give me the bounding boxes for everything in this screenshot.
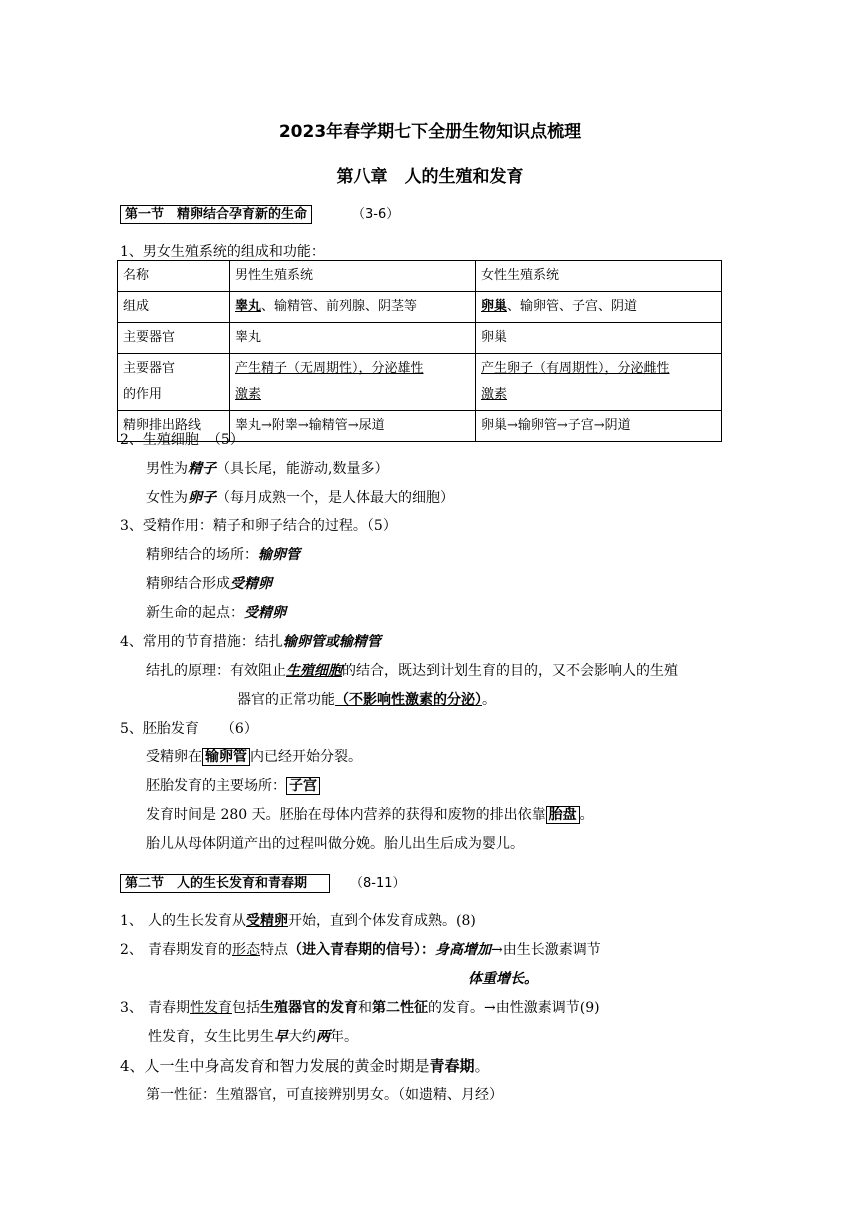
q3-a-key: 输卵管 — [258, 547, 300, 563]
p2-key-1: 身高增加 — [435, 942, 491, 958]
q5-c-post: 。 — [579, 807, 594, 823]
p3-bold-2: 第二性征 — [372, 1000, 428, 1016]
q5-a-post: 内已经开始分裂。 — [250, 749, 362, 765]
q5-c-text: 发育时间是 280 天。胚胎在母体内营养的获得和废物的排出依靠 — [146, 807, 546, 823]
q3-a-text: 精卵结合的场所： — [146, 547, 258, 563]
egg-keyword: 卵子 — [188, 490, 216, 506]
table-cell-text: 、输卵管、子宫、阴道 — [507, 299, 638, 314]
p3-d: 的发育。→由性激素调节(9) — [428, 1000, 600, 1016]
table-row — [118, 292, 722, 323]
p1-post: 开始，直到个体发育成熟。(8) — [288, 913, 476, 929]
q5-c-key: 胎盘 — [546, 806, 580, 824]
sperm-keyword: 精子 — [188, 461, 216, 477]
p2-key-2: 体重增长。 — [468, 971, 538, 987]
testis-keyword: 睾丸 — [235, 299, 262, 314]
q5-line-b — [146, 775, 320, 795]
q4-l2-text: 器官的正常功能 — [237, 692, 335, 708]
p4-line-2: 第一性征：生殖器官，可直接辨别男女。（如遗精、月经） — [146, 1087, 503, 1103]
q4-l2-key: （不影响性激素的分泌） — [335, 692, 482, 708]
p4-post: 。 — [474, 1057, 490, 1075]
table-cell-text: 激素 — [481, 387, 508, 402]
q2-male-desc: （具长尾，能游动,数量多） — [216, 461, 389, 477]
table-cell — [230, 354, 476, 411]
section-1-pages: （3-6） — [352, 207, 400, 222]
q5-a-key: 输卵管 — [202, 748, 250, 766]
table-header: 男性生殖系统 — [230, 261, 476, 292]
table-cell-text: 产生卵子（有周期性），分泌雌性 — [481, 361, 670, 376]
q4-l2-post: 。 — [482, 692, 496, 708]
q3-b-key: 受精卵 — [230, 576, 272, 592]
q2-male — [146, 458, 388, 478]
table-row — [118, 261, 722, 292]
q4-text: 4、常用的节育措施：结扎 — [120, 634, 283, 650]
section-1-title: 第一节 精卵结合孕育新的生命 — [120, 205, 312, 224]
p1-text: 人的生长发育从 — [148, 913, 246, 929]
p1-line — [120, 910, 476, 930]
q1-heading: 1、男女生殖系统的组成和功能： — [120, 244, 325, 260]
q4-heading — [120, 631, 381, 651]
q2-heading — [120, 429, 244, 449]
table-cell: 睾丸→附睾→输精管→尿道 — [230, 411, 476, 442]
p3-l2-key-1: 早 — [274, 1029, 288, 1045]
p1-num: 1、 — [120, 913, 143, 929]
ovary-keyword: 卵巢 — [481, 299, 508, 314]
q3-b-text: 精卵结合形成 — [146, 576, 230, 592]
p4-key: 青春期 — [429, 1057, 475, 1075]
p3-l2-key-2: 两 — [316, 1029, 330, 1045]
p3-l2-post: 年。 — [330, 1029, 358, 1045]
table-cell — [476, 292, 722, 323]
section-1-heading — [120, 203, 399, 222]
table-row — [118, 354, 722, 411]
table-header: 名称 — [118, 261, 230, 292]
table-cell: 主要器官 — [118, 323, 230, 354]
q3-line-b — [146, 573, 272, 593]
q4-line-1 — [146, 660, 678, 680]
p1-key: 受精卵 — [246, 913, 288, 929]
chapter-title: 第八章 人的生殖和发育 — [336, 167, 524, 187]
q2-page: （5） — [206, 432, 244, 448]
p3-underline: 性发育 — [190, 1000, 232, 1016]
p3-num: 3、 — [120, 1000, 143, 1016]
p3-l2-text: 性发育，女生比男生 — [148, 1029, 274, 1045]
p3-a: 包括 — [232, 1000, 260, 1016]
p2-bold: （进入青春期的信号）： — [288, 942, 435, 958]
p2-num: 2、 — [120, 942, 143, 958]
p3-line-2 — [148, 1026, 358, 1046]
p2-text: 青春期发育的 — [148, 942, 232, 958]
q5-b-key: 子宫 — [286, 777, 320, 795]
q2-female — [146, 487, 454, 507]
q3-line-c — [146, 602, 286, 622]
p2-underline: 形态 — [232, 942, 260, 958]
p3-l2-mid: 大约 — [288, 1029, 316, 1045]
p3-line — [120, 997, 600, 1017]
table-cell: 卵巢 — [476, 323, 722, 354]
q5-page: （6） — [220, 721, 258, 737]
table-header: 女性生殖系统 — [476, 261, 722, 292]
table-cell — [476, 354, 722, 411]
table-cell — [118, 354, 230, 411]
section-2-title: 第二节 人的生长发育和青春期 — [120, 874, 330, 893]
p3-c: 和 — [358, 1000, 372, 1016]
table-cell: 睾丸 — [230, 323, 476, 354]
q5-line-c — [146, 804, 594, 824]
q5-a-text: 受精卵在 — [146, 749, 202, 765]
q2-male-text: 男性为 — [146, 461, 188, 477]
table-cell-text: 激素 — [235, 387, 262, 402]
table-cell-text: 、输精管、前列腺、阴茎等 — [261, 299, 418, 314]
q5-line-d: 胎儿从母体阴道产出的过程叫做分娩。胎儿出生后成为婴儿。 — [146, 836, 524, 852]
q5-b-text: 胚胎发育的主要场所： — [146, 778, 286, 794]
table-cell-text: 产生精子（无周期性），分泌雄性 — [235, 361, 424, 376]
q4-l1-post: 的结合，既达到计划生育的目的，又不会影响人的生殖 — [342, 663, 678, 679]
section-2-pages: （8-11） — [350, 876, 406, 891]
table-row — [118, 323, 722, 354]
q3-c-key: 受精卵 — [244, 605, 286, 621]
p2-mid: 特点 — [260, 942, 288, 958]
q3-line-a — [146, 544, 300, 564]
q4-l1-text: 结扎的原理：有效阻止 — [146, 663, 286, 679]
q5-heading — [120, 718, 258, 738]
reproductive-system-table — [117, 260, 722, 442]
q4-key: 输卵管或输精管 — [282, 634, 381, 650]
table-cell: 精卵排出路线 — [118, 411, 230, 442]
q2-female-desc: （每月成熟一个，是人体最大的细胞） — [216, 490, 454, 506]
p2-post: →由生长激素调节 — [491, 942, 601, 958]
p4-line — [120, 1055, 490, 1076]
p4-text: 4、人一生中身高发育和智力发展的黄金时期是 — [120, 1057, 430, 1075]
table-cell — [230, 292, 476, 323]
q2-female-text: 女性为 — [146, 490, 188, 506]
table-cell-text: 的作用 — [123, 387, 163, 402]
p3-bold-1: 生殖器官的发育 — [260, 1000, 358, 1016]
p2-line — [120, 939, 601, 959]
q2-text: 2、生殖细胞 — [120, 432, 199, 448]
q5-line-a — [146, 746, 362, 766]
q4-line-2 — [237, 689, 496, 709]
table-cell: 组成 — [118, 292, 230, 323]
q3-heading: 3、受精作用：精子和卵子结合的过程。（5） — [120, 518, 397, 534]
page-title: 2023年春学期七下全册生物知识点梳理 — [278, 122, 582, 142]
p3-text: 青春期 — [148, 1000, 190, 1016]
q5-text: 5、胚胎发育 — [120, 721, 199, 737]
table-cell: 卵巢→输卵管→子宫→阴道 — [476, 411, 722, 442]
table-cell-text: 主要器官 — [123, 361, 176, 376]
q3-c-text: 新生命的起点： — [146, 605, 244, 621]
section-2-heading — [120, 872, 406, 891]
q4-l1-key: 生殖细胞 — [286, 663, 342, 679]
